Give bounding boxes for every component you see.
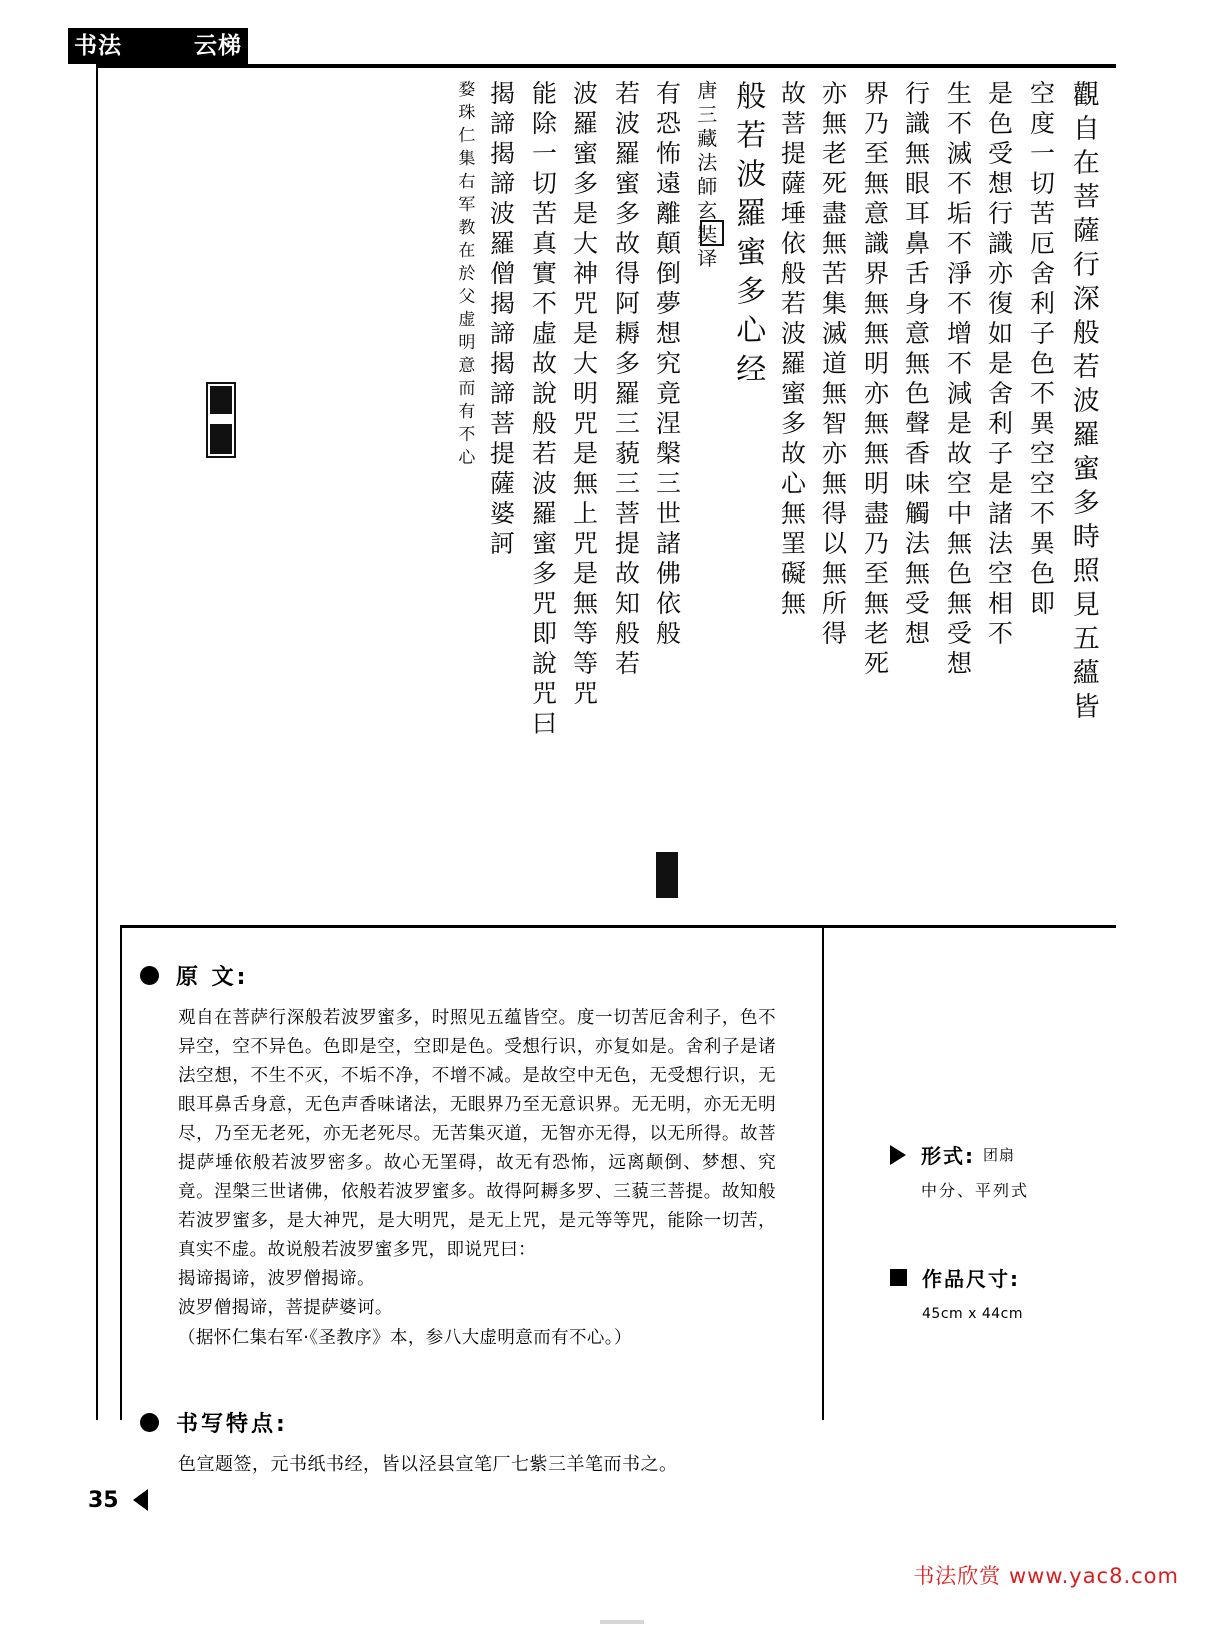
calligraphy-column: 觀自在菩薩行深般若波羅蜜多時照見五蘊皆 — [1068, 79, 1099, 727]
calligraphy-column: 有恐怖遠離顛倒夢想究竟涅槃三世諸佛依般 — [652, 79, 682, 651]
mantra-line-2: 波罗僧揭谛，菩提萨婆诃。 — [178, 1298, 393, 1319]
calligraphy-column: 揭諦揭諦波羅僧揭諦揭諦菩提薩婆訶 — [486, 79, 516, 561]
side-form-header — [890, 1140, 1160, 1169]
side-block-size — [890, 1263, 1160, 1322]
panel-split-vertical-rule — [822, 928, 824, 1420]
triangle-bullet-icon — [890, 1145, 906, 1165]
original-text-body — [178, 1004, 776, 1353]
calligraphy-column: 是色受想行識亦復如是舍利子是諸法空相不 — [984, 79, 1014, 651]
calligraphy-column: 生不滅不垢不淨不增不減是故空中無色無受想 — [943, 79, 973, 681]
left-vertical-rule — [96, 64, 98, 1420]
scan-artifact — [600, 1620, 644, 1624]
section-original-text — [140, 960, 800, 1353]
side-size-value: 45cm x 44cm — [922, 1306, 1023, 1322]
calligraphy-column: 若波羅蜜多故得阿耨多羅三藐三菩提故知般若 — [611, 79, 641, 681]
features-text-body: 色宣题签，元书纸书经，皆以泾县宣笔厂七紫三羊笔而书之。 — [178, 1453, 678, 1475]
header-brand-band — [68, 28, 248, 64]
calligraphy-column: 界乃至無意識界無無明亦無無明盡乃至無老死 — [860, 79, 890, 681]
side-form-value: 团扇 — [983, 1146, 1016, 1164]
original-paragraph: 观自在菩萨行深般若波罗蜜多，时照见五蕴皆空。度一切苦厄舍利子，色不异空，空不异色。色即是空，空即是色。受想行识，亦复如是。舍利子是诸法空想，不生不灭，不垢不净，不增不减。是故空中无色，无受想行识，无眼耳鼻舌身意，无色声香味诸法，无眼界乃至无意识界。无无明，亦无无明尽，乃至无老死，亦无老死尽。无苦集灭道，无智亦无得，以无所得。故菩提萨埵依般若波罗密多。故心无罣碍，故无有恐怖，远离颠倒、梦想、究竟。涅槃三世诸佛，依般若波罗蜜多。故得阿耨多罗、三藐三菩提。故知般若波罗蜜多，是大神咒，是大明咒，是无上咒，是元等等咒，能除一切苦，真实不虚。故说般若波罗蜜多咒，即说咒曰： — [178, 1008, 776, 1261]
calligraphy-column-set — [441, 80, 1098, 900]
seal-icon — [700, 220, 724, 246]
calligraphy-translator-column: 唐三藏法師玄奘译 — [693, 79, 718, 273]
lower-divider-rule — [120, 925, 1116, 928]
side-block-form — [890, 1140, 1160, 1201]
mantra-line-1: 揭谛揭谛，波罗僧揭谛。 — [178, 1269, 375, 1290]
section-original-title: 原 文: — [176, 965, 249, 990]
calligraphy-colophon-column: 婺珠仁集右军教在於父虚明意而有不心 — [454, 79, 475, 472]
section-features-header — [140, 1407, 800, 1438]
calligraphy-column: 空度一切苦厄舍利子色不異空空不異色即 — [1026, 79, 1056, 621]
calligraphy-title-column: 般若波羅蜜多心经 — [729, 79, 765, 393]
page-arrow-icon — [133, 1489, 148, 1511]
seal-icon — [656, 852, 678, 898]
brand-right-text: 云梯 — [194, 32, 242, 59]
side-form-label: 形式: — [921, 1144, 975, 1168]
source-note: （据怀仁集右军·《圣教序》本，参八大虚明意而有不心。） — [178, 1327, 632, 1348]
calligraphy-column: 亦無老死盡無苦集滅道無智亦無得以無所得 — [818, 79, 848, 651]
calligraphy-column: 能除一切苦真實不虛故說般若波羅蜜多咒即說咒曰 — [528, 79, 558, 741]
calligraphy-column: 故菩提薩埵依般若波羅蜜多故心無罣礙無 — [777, 79, 807, 621]
square-bullet-icon — [890, 1269, 907, 1286]
section-original-header — [140, 960, 800, 991]
panel-left-vertical-rule — [120, 928, 122, 1420]
side-info-panel — [890, 1140, 1160, 1384]
header-divider-rule-thin — [96, 67, 1116, 68]
page-number: 35 — [88, 1488, 119, 1513]
brand-left-text: 书法 — [74, 32, 122, 59]
round-bullet-icon — [140, 1413, 159, 1432]
section-features-title: 书写特点: — [176, 1411, 288, 1437]
site-watermark: 书法欣赏 www.yac8.com — [913, 1564, 1179, 1588]
side-form-subvalue: 中分、平列式 — [921, 1181, 1030, 1200]
calligraphy-column: 波羅蜜多是大神咒是大明咒是無上咒是無等等咒 — [569, 79, 599, 711]
seal-icon — [206, 382, 236, 458]
calligraphy-plate — [100, 72, 1116, 922]
calligraphy-column: 行識無眼耳鼻舌身意無色聲香味觸法無受想 — [901, 79, 931, 651]
side-size-label: 作品尺寸: — [922, 1267, 1020, 1291]
side-size-header — [890, 1263, 1160, 1292]
main-text-panel — [140, 960, 800, 1479]
round-bullet-icon — [140, 966, 159, 985]
section-writing-features — [140, 1407, 800, 1480]
